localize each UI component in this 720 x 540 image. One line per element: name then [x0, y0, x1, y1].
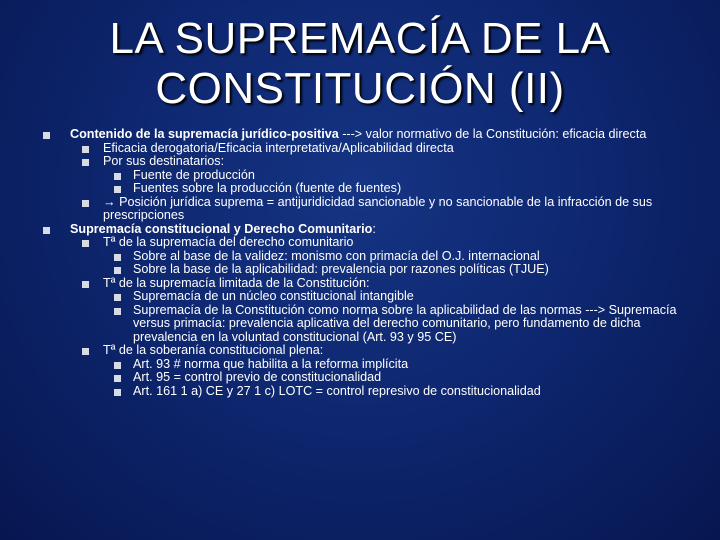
- bullet-text: Supremacía de un núcleo constitucional intangible: [133, 289, 414, 303]
- square-bullet-icon: [114, 389, 121, 396]
- bullet-text: Fuentes sobre la producción (fuente de fuentes): [133, 181, 402, 195]
- title-line-2: CONSTITUCIÓN (II): [155, 64, 565, 113]
- square-bullet-icon: [43, 132, 50, 139]
- square-bullet-icon: [82, 200, 89, 207]
- square-bullet-icon: [114, 294, 121, 301]
- bullet-item-derecho-comunitario: [40, 223, 680, 237]
- sub-bullet-supremacia-limitada: [40, 277, 680, 291]
- sub-sub-bullet-art-95: [40, 371, 680, 385]
- square-bullet-icon: [114, 254, 121, 261]
- bullet-text: Sobre al base de la validez: monismo con primacía del O.J. internacional: [133, 248, 540, 263]
- sub-sub-bullet-nucleo-intangible: [40, 290, 680, 304]
- square-bullet-icon: [82, 281, 89, 288]
- bullet-item-supremacia-juridico-positiva: [40, 128, 680, 142]
- bullet-text: Art. 93 # norma que habilita a la reforma implícita: [133, 356, 409, 371]
- sub-bullet-soberania-constitucional: [40, 344, 680, 358]
- sub-sub-bullet-art-93: [40, 358, 680, 372]
- square-bullet-icon: [114, 362, 121, 369]
- sub-sub-bullet-aplicabilidad: [40, 263, 680, 277]
- square-bullet-icon: [114, 267, 121, 274]
- square-bullet-icon: [114, 308, 121, 315]
- sub-sub-bullet-fuente-produccion: [40, 169, 680, 183]
- sub-sub-bullet-validez: [40, 250, 680, 264]
- bullet-text: Tª de la supremacía del derecho comunitario: [103, 235, 354, 249]
- sub-bullet-supremacia-derecho-comunitario: [40, 236, 680, 250]
- bullet-text: Eficacia derogatoria/Eficacia interpretativa/Aplicabilidad directa: [103, 140, 454, 155]
- square-bullet-icon: [82, 240, 89, 247]
- bullet-text: Art. 95 = control previo de constitucionalidad: [133, 370, 382, 384]
- square-bullet-icon: [114, 173, 121, 180]
- bullet-text: Por sus destinatarios:: [103, 154, 225, 168]
- bullet-text: Sobre la base de la aplicabilidad: prevalencia por razones políticas (TJUE): [133, 262, 549, 276]
- bullet-text: ---> valor normativo de la Constitución: eficacia directa: [338, 127, 647, 141]
- bullet-heading: Supremacía constitucional y Derecho Comunitario: [70, 221, 373, 236]
- bullet-text: Tª de la soberanía constitucional plena:: [103, 343, 324, 357]
- square-bullet-icon: [82, 159, 89, 166]
- square-bullet-icon: [82, 348, 89, 355]
- bullet-text: Supremacía de la Constitución como norma sobre la aplicabilidad de las normas ---> Supremacía versus primacía: prevalencia aplicativa del derecho comunitario, pero fundamento de dicha prevalencia en la voluntad constitucional (Art. 93 y 95 CE): [133, 302, 677, 344]
- title-line-1: LA SUPREMACÍA DE LA: [109, 14, 611, 63]
- sub-bullet-posicion-juridica: [40, 196, 680, 223]
- bullet-text: :: [372, 221, 376, 236]
- bullet-heading: Contenido de la supremacía jurídico-positiva: [70, 127, 339, 141]
- square-bullet-icon: [43, 227, 50, 234]
- sub-bullet-eficacia: [40, 142, 680, 156]
- sub-bullet-destinatarios: [40, 155, 680, 169]
- sub-sub-bullet-norma-aplicabilidad: [40, 304, 680, 345]
- bullet-text: Tª de la supremacía limitada de la Constitución:: [103, 275, 370, 290]
- bullet-text: Art. 161 1 a) CE y 27 1 c) LOTC = control represivo de constitucionalidad: [133, 383, 541, 398]
- sub-sub-bullet-art-161: [40, 385, 680, 399]
- bullet-text: → Posición jurídica suprema = antijuridicidad sancionable y no sancionable de la infracción de sus prescripciones: [103, 194, 653, 222]
- square-bullet-icon: [82, 146, 89, 153]
- bullet-text: Fuente de producción: [133, 167, 255, 182]
- slide-title: [0, 14, 720, 114]
- slide-body: [40, 128, 680, 398]
- sub-sub-bullet-fuentes-sobre-produccion: [40, 182, 680, 196]
- square-bullet-icon: [114, 375, 121, 382]
- square-bullet-icon: [114, 186, 121, 193]
